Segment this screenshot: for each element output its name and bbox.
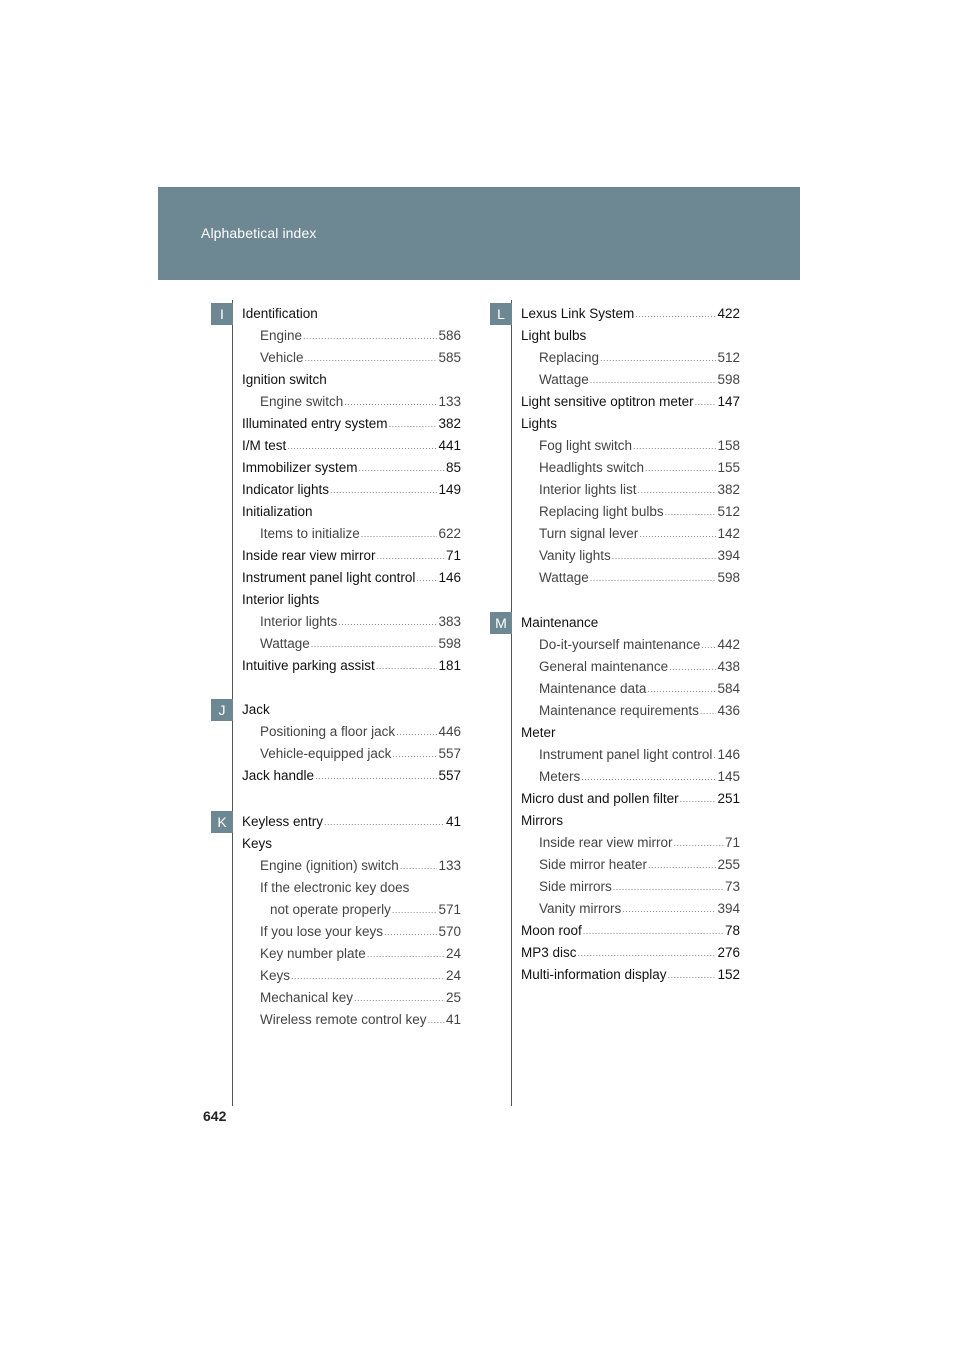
- index-entry-page: 85: [445, 460, 461, 475]
- index-entry: [242, 943, 461, 965]
- index-entry-term: MP3 disc: [521, 945, 577, 960]
- dot-leader: [665, 501, 717, 523]
- index-entry-term: Wireless remote control key: [260, 1012, 427, 1027]
- index-entry: [521, 964, 740, 986]
- index-entry-term: Mirrors: [521, 813, 563, 828]
- dot-leader: [713, 744, 716, 766]
- dot-leader: [338, 611, 437, 633]
- index-entry: [521, 832, 740, 854]
- index-entry-term: Side mirrors: [539, 879, 612, 894]
- index-entry-page: 436: [717, 703, 740, 718]
- index-entry-term: Items to initialize: [260, 526, 360, 541]
- index-entry-term: Indicator lights: [242, 482, 330, 497]
- dot-leader: [669, 656, 716, 678]
- index-entry-term: Initialization: [242, 504, 313, 519]
- index-entry: [521, 435, 740, 457]
- dot-leader: [647, 678, 716, 700]
- index-entry: [242, 413, 461, 435]
- dot-leader: [400, 855, 438, 877]
- index-entry-page: 276: [717, 945, 740, 960]
- index-entry: [242, 921, 461, 943]
- index-entry-term: Turn signal lever: [539, 526, 639, 541]
- index-entry-page: 446: [438, 724, 461, 739]
- index-entry-page: 441: [438, 438, 461, 453]
- index-entry: [242, 611, 461, 633]
- index-entry-page: 41: [445, 1012, 461, 1027]
- index-entry-page: 422: [717, 306, 740, 321]
- dot-leader: [416, 567, 437, 589]
- index-entry-term: Keys: [260, 968, 291, 983]
- index-entry-term: Wattage: [539, 372, 589, 387]
- index-entry: [242, 325, 461, 347]
- index-entry: [521, 545, 740, 567]
- index-entry-term: Interior lights list: [539, 482, 637, 497]
- index-entry-term: Inside rear view mirror: [242, 548, 376, 563]
- index-entry: [521, 479, 740, 501]
- index-section-k: [242, 811, 461, 1031]
- index-entry-page: 394: [717, 548, 740, 563]
- index-entry: [521, 501, 740, 523]
- dot-leader: [428, 1009, 445, 1031]
- letter-tab-k: K: [211, 811, 233, 833]
- index-entry-page: 598: [717, 570, 740, 585]
- dot-leader: [635, 303, 716, 325]
- index-entry-page: 155: [717, 460, 740, 475]
- dot-leader: [581, 766, 716, 788]
- dot-leader: [392, 743, 437, 765]
- index-entry: [242, 833, 461, 855]
- dot-leader: [392, 899, 438, 921]
- index-entry-term: Headlights switch: [539, 460, 645, 475]
- index-entry-term: Wattage: [260, 636, 310, 651]
- index-entry-page: 158: [717, 438, 740, 453]
- dot-leader: [361, 523, 438, 545]
- index-entry-page: 146: [438, 570, 461, 585]
- index-entry-term: Mechanical key: [260, 990, 354, 1005]
- index-entry: [521, 744, 740, 766]
- index-entry: [521, 876, 740, 898]
- index-entry-page: 442: [717, 637, 740, 652]
- index-entry-term: Do-it-yourself maintenance: [539, 637, 701, 652]
- index-entry: [242, 501, 461, 523]
- dot-leader: [315, 765, 437, 787]
- index-entry-term: Identification: [242, 306, 318, 321]
- index-entry: [521, 303, 740, 325]
- dot-leader: [674, 832, 724, 854]
- index-entry-page: 181: [438, 658, 461, 673]
- index-entry-term: Micro dust and pollen filter: [521, 791, 679, 806]
- index-entry-term: Lights: [521, 416, 558, 431]
- index-entry-term: Meter: [521, 725, 556, 740]
- page-header-title: Alphabetical index: [201, 225, 317, 241]
- index-entry: [521, 612, 740, 634]
- index-entry-term: Meters: [539, 769, 581, 784]
- dot-leader: [639, 523, 716, 545]
- index-entry-term: Light bulbs: [521, 328, 587, 343]
- index-entry-page: 622: [438, 526, 461, 541]
- index-entry-page: 598: [438, 636, 461, 651]
- dot-leader: [622, 898, 716, 920]
- index-entry-page: 25: [445, 990, 461, 1005]
- index-entry-term: Engine: [260, 328, 303, 343]
- index-entry-term: Keyless entry: [242, 814, 324, 829]
- index-entry: [521, 634, 740, 656]
- index-entry-page: 557: [438, 768, 461, 783]
- index-entry: [242, 435, 461, 457]
- dot-leader: [612, 545, 717, 567]
- dot-leader: [578, 942, 717, 964]
- index-entry-term: Multi-information display: [521, 967, 667, 982]
- dot-leader: [638, 479, 717, 501]
- dot-leader: [583, 920, 724, 942]
- dot-leader: [303, 325, 437, 347]
- index-entry-term: Intuitive parking assist: [242, 658, 375, 673]
- index-entry-term: Key number plate: [260, 946, 366, 961]
- index-entry-term: Engine (ignition) switch: [260, 858, 399, 873]
- letter-tab-i: I: [211, 303, 233, 325]
- index-entry-term: Maintenance: [521, 615, 599, 630]
- index-entry: [521, 788, 740, 810]
- index-entry: [242, 457, 461, 479]
- index-entry-term: Jack handle: [242, 768, 315, 783]
- dot-leader: [645, 457, 716, 479]
- index-entry-page: 598: [717, 372, 740, 387]
- dot-leader: [330, 479, 437, 501]
- index-entry: [242, 721, 461, 743]
- index-entry: [521, 942, 740, 964]
- index-entry-term: Positioning a floor jack: [260, 724, 396, 739]
- index-entry: [242, 1009, 461, 1031]
- dot-leader: [384, 921, 437, 943]
- index-entry: [521, 567, 740, 589]
- dot-leader: [648, 854, 716, 876]
- index-entry-page: 73: [724, 879, 740, 894]
- index-entry-term: Illuminated entry system: [242, 416, 388, 431]
- dot-leader: [344, 391, 437, 413]
- index-entry-page: 133: [438, 394, 461, 409]
- index-entry: [521, 656, 740, 678]
- index-entry-page: 512: [717, 350, 740, 365]
- dot-leader: [305, 347, 438, 369]
- index-entry-term: Instrument panel light control: [242, 570, 416, 585]
- index-entry-page: 152: [717, 967, 740, 982]
- index-entry: [242, 303, 461, 325]
- index-entry: [242, 633, 461, 655]
- index-entry-page: 512: [717, 504, 740, 519]
- index-entry-page: 571: [438, 902, 461, 917]
- index-entry-page: 570: [438, 924, 461, 939]
- index-entry: [521, 854, 740, 876]
- dot-leader: [680, 788, 717, 810]
- index-entry-page: 147: [717, 394, 740, 409]
- index-entry-page: 586: [438, 328, 461, 343]
- index-entry-page: 251: [717, 791, 740, 806]
- index-entry-term: not operate properly: [270, 902, 391, 917]
- dot-leader: [367, 943, 445, 965]
- column-divider-right: [511, 300, 512, 1106]
- index-entry: [521, 678, 740, 700]
- index-entry: [242, 479, 461, 501]
- index-entry-page: 584: [717, 681, 740, 696]
- index-section-j: [242, 699, 461, 787]
- index-entry: [242, 965, 461, 987]
- letter-tab-l: L: [490, 303, 512, 325]
- index-entry: [242, 391, 461, 413]
- dot-leader: [600, 347, 716, 369]
- index-entry-term: Fog light switch: [539, 438, 633, 453]
- index-entry-page: 78: [724, 923, 740, 938]
- letter-tab-m: M: [490, 612, 512, 634]
- index-entry: [521, 898, 740, 920]
- index-entry: [521, 347, 740, 369]
- index-section-m: [521, 612, 740, 986]
- index-entry-term: Side mirror heater: [539, 857, 648, 872]
- index-entry: [242, 589, 461, 611]
- index-section-l: [521, 303, 740, 589]
- dot-leader: [376, 655, 438, 677]
- index-entry-term: Keys: [242, 836, 273, 851]
- dot-leader: [590, 567, 717, 589]
- index-entry: [521, 700, 740, 722]
- dot-leader: [701, 634, 716, 656]
- index-entry: [242, 347, 461, 369]
- index-section-i: [242, 303, 461, 677]
- index-entry: [521, 457, 740, 479]
- dot-leader: [354, 987, 445, 1009]
- index-entry-term: General maintenance: [539, 659, 669, 674]
- index-entry: [242, 567, 461, 589]
- index-entry-page: 24: [445, 968, 461, 983]
- index-entry-term: Engine switch: [260, 394, 344, 409]
- dot-leader: [324, 811, 445, 833]
- index-entry-page: 149: [438, 482, 461, 497]
- index-entry-page: 133: [438, 858, 461, 873]
- dot-leader: [590, 369, 717, 391]
- index-entry: [242, 899, 461, 921]
- index-entry: [242, 655, 461, 677]
- index-entry-term: Vehicle-equipped jack: [260, 746, 392, 761]
- letter-tab-j: J: [211, 699, 233, 721]
- index-entry-term: Interior lights: [260, 614, 338, 629]
- dot-leader: [633, 435, 716, 457]
- index-entry-page: 383: [438, 614, 461, 629]
- index-entry-term: Wattage: [539, 570, 589, 585]
- index-entry-page: 382: [438, 416, 461, 431]
- index-entry-term: I/M test: [242, 438, 287, 453]
- index-entry-term: Instrument panel light control: [539, 747, 713, 762]
- dot-leader: [377, 545, 445, 567]
- index-entry-page: 24: [445, 946, 461, 961]
- dot-leader: [396, 721, 437, 743]
- index-entry-page: 394: [717, 901, 740, 916]
- index-entry-term: If you lose your keys: [260, 924, 384, 939]
- index-entry-term: Maintenance requirements: [539, 703, 699, 718]
- index-entry-page: 41: [445, 814, 461, 829]
- index-entry: [242, 545, 461, 567]
- dot-leader: [700, 700, 717, 722]
- index-entry-term: Vehicle: [260, 350, 304, 365]
- index-entry-term: Replacing light bulbs: [539, 504, 664, 519]
- dot-leader: [287, 435, 437, 457]
- index-entry: [521, 523, 740, 545]
- index-entry-term: Inside rear view mirror: [539, 835, 673, 850]
- index-entry: [521, 325, 740, 347]
- index-entry-page: 71: [724, 835, 740, 850]
- index-entry-page: 145: [717, 769, 740, 784]
- index-entry-page: 146: [717, 747, 740, 762]
- index-entry-term: Light sensitive optitron meter: [521, 394, 694, 409]
- index-entry-page: 382: [717, 482, 740, 497]
- index-entry: [242, 523, 461, 545]
- index-entry: [242, 987, 461, 1009]
- index-entry-term: Ignition switch: [242, 372, 327, 387]
- index-entry-page: 142: [717, 526, 740, 541]
- index-entry-term: Vanity lights: [539, 548, 611, 563]
- dot-leader: [359, 457, 445, 479]
- dot-leader: [291, 965, 445, 987]
- index-entry: [521, 920, 740, 942]
- dot-leader: [311, 633, 438, 655]
- index-entry: [242, 743, 461, 765]
- dot-leader: [389, 413, 438, 435]
- index-entry: [242, 855, 461, 877]
- index-entry-term: Moon roof: [521, 923, 582, 938]
- page-header: [158, 187, 800, 280]
- index-entry: [521, 810, 740, 832]
- dot-leader: [613, 876, 724, 898]
- index-entry-term: Immobilizer system: [242, 460, 358, 475]
- index-entry-page: 255: [717, 857, 740, 872]
- index-entry: [242, 369, 461, 391]
- index-entry-term: Interior lights: [242, 592, 320, 607]
- index-entry-term: Replacing: [539, 350, 600, 365]
- index-entry-page: 557: [438, 746, 461, 761]
- index-entry: [242, 877, 461, 899]
- index-entry: [242, 765, 461, 787]
- index-entry: [521, 766, 740, 788]
- index-entry: [521, 391, 740, 413]
- index-entry: [242, 811, 461, 833]
- index-entry: [521, 722, 740, 744]
- page-number: 642: [203, 1108, 227, 1124]
- index-entry-term: Vanity mirrors: [539, 901, 622, 916]
- index-entry-page: 438: [717, 659, 740, 674]
- index-entry-term: If the electronic key does: [260, 880, 410, 895]
- index-entry-term: Maintenance data: [539, 681, 647, 696]
- dot-leader: [668, 964, 717, 986]
- dot-leader: [695, 391, 717, 413]
- index-entry-page: 71: [445, 548, 461, 563]
- index-entry-page: 585: [438, 350, 461, 365]
- index-entry: [521, 369, 740, 391]
- index-entry: [242, 699, 461, 721]
- index-entry: [521, 413, 740, 435]
- index-entry-term: Jack: [242, 702, 270, 717]
- index-entry-term: Lexus Link System: [521, 306, 635, 321]
